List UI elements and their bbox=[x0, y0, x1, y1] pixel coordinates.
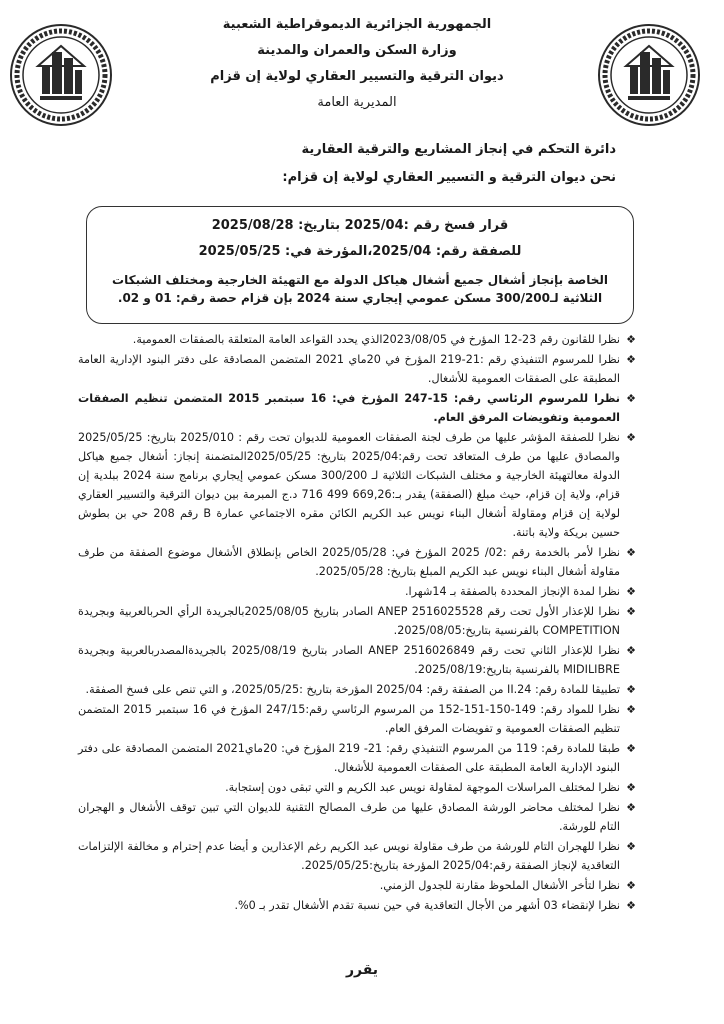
consideration-text: نظرا للصفقة المؤشر عليها من طرف لجنة الصفقات العمومية للديوان تحت رقم : 2025/010 بتاريخ: 2025/05/25 والمصادق عليها من طرف المتعاقد تحت رقم:2025/04 بتاريخ: 2025/05/25المتضمنة إنجاز: أشغال جميع هياكل الدولة معالتهيئة الخارجية و مختلف الشبكات الثلاثية لـ 300/200 مسكن عمومي إيجاري برنامج سنة 2024 ببلدية إن قزام، ولاية إن قزام، حيث مبلغ (الصفقة) يقدر بـ:669,26 499 716 د.ج المبرمة بين ديوان الترقية والتسيير العقاري لولاية إن قزام ومقاولة أشغال البناء نويس عبد الكريم الكائن مقره الاجتماعي عمارة B رقم 208 حي بن بطوش حسين بريكة ولاية باتنة. bbox=[78, 431, 621, 539]
consideration-text: نظرا لمختلف محاضر الورشة المصادق عليها من طرف المصالح التقنية للديوان التي تبين توقف الأشغال و الهجران التام للورشة. bbox=[78, 801, 620, 833]
diamond-bullet-icon: ❖ bbox=[626, 840, 636, 853]
consideration-item bbox=[78, 350, 638, 388]
consideration-item bbox=[78, 778, 638, 797]
consideration-text: نظرا لإنقضاء 03 أشهر من الأجال التعاقدية في حين نسبة تقدم الأشغال تقدر بـ 0%. bbox=[234, 899, 620, 912]
consideration-text: نظرا للمواد رقم: 149-150-151-152 من المرسوم الرئاسي رقم:247/15 المؤرخ في 16 سبتمبر 2015 المتضمن تنظيم الصفقات العمومية و تفويضات المرفق العام. bbox=[78, 703, 620, 735]
opgi-seal-left-icon bbox=[8, 22, 114, 128]
consideration-item bbox=[78, 582, 638, 601]
consideration-text: نظرا للمرسوم الرئاسي رقم: 15-247 المؤرخ في: 16 سبتمبر 2015 المتضمن تنظيم الصفقات العمومية وتفويضات المرفق العام. bbox=[78, 392, 620, 424]
considerations-list bbox=[78, 330, 638, 916]
decision-number: قرار فسخ رقم :2025/04 بتاريخ: 2025/08/28 bbox=[211, 218, 509, 233]
consideration-item bbox=[78, 739, 638, 777]
consideration-text: نظرا للقانون رقم 23-12 المؤرخ في 2023/08/05الذي يحدد القواعد العامة المتعلقة بالصفقات العمومية. bbox=[132, 333, 620, 346]
consideration-text: طبقا للمادة رقم: 119 من المرسوم التنفيذي رقم: 21- 219 المؤرخ في: 20ماي2021 المتضمن المصادقة على دفتر البنود الإدارية العامة المطبقة على الصفقات العمومية للأشغال. bbox=[78, 742, 620, 774]
diamond-bullet-icon: ❖ bbox=[626, 333, 636, 346]
consideration-item bbox=[78, 602, 638, 640]
diamond-bullet-icon: ❖ bbox=[626, 431, 636, 444]
consideration-text: نظرا لمدة الإنجاز المحددة بالصفقة بـ 14شهرا. bbox=[404, 585, 620, 598]
consideration-item bbox=[78, 543, 638, 581]
consideration-item bbox=[78, 837, 638, 875]
consideration-text: نظرا لمختلف المراسلات الموجهة لمقاولة نويس عبد الكريم و التي تبقى دون إستجابة. bbox=[225, 781, 620, 794]
diamond-bullet-icon: ❖ bbox=[626, 585, 636, 598]
diamond-bullet-icon: ❖ bbox=[626, 703, 636, 716]
letterhead bbox=[140, 12, 574, 116]
consideration-text: نظرا للإعذار الثاني تحت رقم ANEP 2516026849 الصادر بتاريخ 2025/08/19 بالجريدةالمصدربالعربية وبجريدة MIDILIBRE بالفرنسية بتاريخ:2025/08/19. bbox=[78, 644, 620, 676]
consideration-item bbox=[78, 389, 638, 427]
issuer-statement: نحن ديوان الترقية و التسيير العقاري لولاية إن قزام: bbox=[282, 170, 616, 185]
diamond-bullet-icon: ❖ bbox=[626, 801, 636, 814]
contract-number: للصفقة رقم: 2025/04،المؤرخة في: 2025/05/25 bbox=[198, 244, 522, 259]
diamond-bullet-icon: ❖ bbox=[626, 605, 636, 618]
diamond-bullet-icon: ❖ bbox=[626, 683, 636, 696]
consideration-text: نظرا لأمر بالخدمة رقم :02/ 2025 المؤرخ في: 2025/05/28 الخاص بإنطلاق الأشغال موضوع الصفقة من طرف مقاولة أشغال البناء نويس عبد الكريم المبلغ بتاريخ: 2025/05/28. bbox=[78, 546, 621, 578]
consideration-item bbox=[78, 700, 638, 738]
consideration-item bbox=[78, 876, 638, 895]
consideration-item bbox=[78, 680, 638, 699]
ministry-title: وزارة السكن والعمران والمدينة bbox=[257, 43, 457, 58]
decides-heading: يقرر bbox=[345, 962, 379, 978]
consideration-text: نظرا للهجران التام للورشة من طرف مقاولة نويس عبد الكريم رغم الإعذارين و أيضا عدم إحترام و مخالفة الإلتزامات التعاقدية لإنجاز الصفقة رقم:2025/04 المؤرخة بتاريخ:2025/05/25. bbox=[78, 840, 620, 872]
general-directorate: المديرية العامة bbox=[317, 95, 397, 110]
consideration-item bbox=[78, 428, 638, 542]
consideration-text: تطبيقا للمادة رقم: II.24 من الصفقة رقم: 2025/04 المؤرخة بتاريخ :2025/05/25، و التي تنص على فسخ الصفقة. bbox=[85, 683, 620, 696]
diamond-bullet-icon: ❖ bbox=[626, 879, 636, 892]
consideration-item bbox=[78, 330, 638, 349]
republic-title: الجمهورية الجزائرية الديموقراطية الشعبية bbox=[222, 17, 492, 32]
diamond-bullet-icon: ❖ bbox=[626, 742, 636, 755]
decision-box bbox=[86, 206, 634, 324]
diamond-bullet-icon: ❖ bbox=[626, 392, 636, 405]
diamond-bullet-icon: ❖ bbox=[626, 546, 636, 559]
consideration-item bbox=[78, 798, 638, 836]
consideration-text: نظرا لتأخر الأشغال الملحوظ مقارنة للجدول الزمني. bbox=[379, 879, 620, 892]
consideration-text: نظرا للمرسوم التنفيذي رقم :21-219 المؤرخ في 20ماي 2021 المتضمن المصادقة على دفتر البنود الإدارية العامة المطبقة على الصفقات العمومية للأشغال. bbox=[78, 353, 621, 385]
department-title: دائرة التحكم في إنجاز المشاريع والترقية العقارية bbox=[301, 142, 616, 157]
diamond-bullet-icon: ❖ bbox=[626, 781, 636, 794]
consideration-text: نظرا للإعذار الأول تحت رقم ANEP 2516025528 الصادر بتاريخ 2025/08/05بالجريدة الرأي الحربالعربية وبجريدة COMPETITION بالفرنسية بتاريخ:2025/08/05. bbox=[78, 605, 620, 637]
office-title: ديوان الترقية والتسيير العقاري لولاية إن قزام bbox=[210, 69, 504, 84]
diamond-bullet-icon: ❖ bbox=[626, 899, 636, 912]
consideration-item bbox=[78, 641, 638, 679]
department-block bbox=[60, 136, 616, 192]
opgi-seal-right-icon bbox=[596, 22, 702, 128]
consideration-item bbox=[78, 896, 638, 915]
diamond-bullet-icon: ❖ bbox=[626, 353, 636, 366]
diamond-bullet-icon: ❖ bbox=[626, 644, 636, 657]
contract-subject: الخاصة بإنجاز أشغال جميع أشغال هياكل الدولة مع التهيئة الخارجية ومختلف الشبكات الثلاثية لـ300/200 مسكن عمومي إيجاري سنة 2024 بإن قزام حصة رقم: 01 و 02. bbox=[112, 273, 608, 305]
